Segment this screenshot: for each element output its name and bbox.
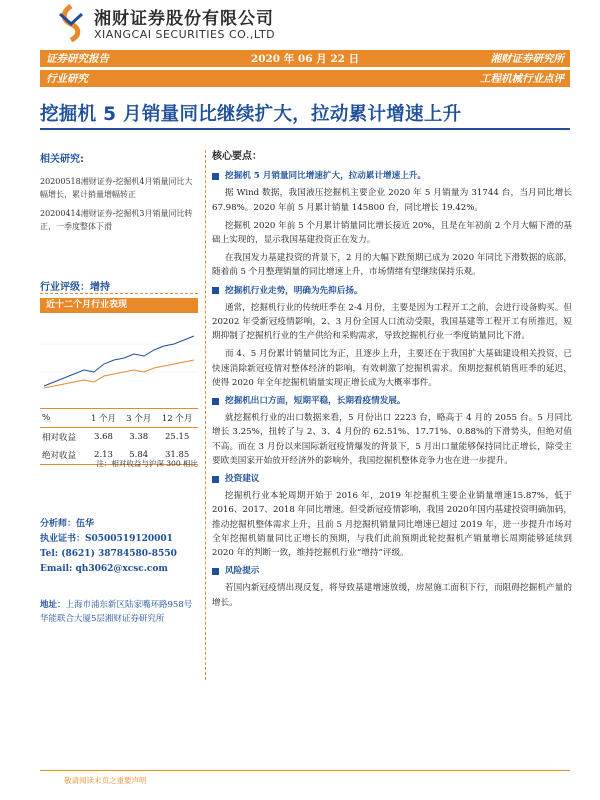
institute-name: 湘财证券研究所 — [490, 53, 565, 65]
section-title-text: 风险提示 — [225, 566, 260, 577]
footer-divider — [40, 770, 570, 771]
perf-cell: 绝对收益 — [42, 451, 77, 461]
perf-chart — [40, 316, 198, 400]
title-divider — [40, 128, 570, 130]
chart-bg — [40, 316, 198, 400]
paragraph: 挖掘机行业本轮周期开始于 2016 年，2019 年挖掘机主要企业销量增速15.87%，低于 2016、2017、2018 年同比增速。但受新冠疫情影响，我国 2020年国内基建投资明确加码，推动挖掘机整体需求上升，且前 5 月挖掘机销量同比增速已超过 2019 年，进一步提升市场对全年挖掘机销量同比正增长的预期，与我们此前预期此轮挖掘机产销量增长周期能够延续到 2020 年的判断一致，维持挖掘机行业“增持”评级。 — [212, 491, 572, 559]
company-logo — [56, 2, 376, 46]
research-category: 行业研究 — [46, 73, 88, 85]
perf-cell: 5.84 — [129, 450, 149, 460]
perf-cell: 3.38 — [129, 432, 149, 442]
bullet-square-icon — [212, 398, 219, 405]
key-points-heading: 核心要点： — [212, 151, 262, 162]
perf-cell: 31.85 — [164, 450, 190, 460]
analyst-name: 分析师：伍华 — [40, 519, 95, 529]
section-title — [212, 564, 572, 578]
perf-col-header: 1 个月 — [90, 414, 117, 424]
bullet-square-icon — [212, 476, 219, 483]
perf-cell: 25.15 — [164, 432, 190, 442]
analyst-license: 执业证书：S0500519120001 — [40, 534, 173, 544]
header-bar-bottom — [40, 70, 570, 87]
perf-col-header: 12 个月 — [161, 414, 193, 424]
bullet-square-icon — [212, 568, 219, 575]
company-name-en: XIANGCAI SECURITIES CO.,LTD — [94, 28, 276, 41]
perf-note: 注：相对收益与沪深 300 相比 — [96, 459, 198, 468]
section-title — [212, 169, 572, 183]
analyst-info — [40, 517, 200, 577]
divider — [40, 293, 198, 294]
address-text: 上海市浦东新区陆家嘴环路958号华能联合大厦5层湘财证券研究所 — [40, 600, 193, 624]
bullet-square-icon — [212, 287, 219, 294]
sidebar — [40, 150, 200, 239]
section-title-text: 挖掘机出口方面，短期平稳，长期看疫情发展。 — [225, 396, 406, 407]
section-title — [212, 284, 572, 298]
section-title-text: 挖掘机 5 月销量同比增速扩大，拉动累计增速上升。 — [225, 171, 427, 182]
related-item[interactable]: 20200414湘财证券-挖掘机3月销量同比转正，一季度整体下滑 — [40, 209, 193, 231]
related-item[interactable]: 20200518湘财证券-挖掘机4月销量同比大幅增长，累计销量增幅转正 — [40, 177, 193, 199]
paragraph: 通常，挖掘机行业的传统旺季在 2-4 月份，主要是因为工程开工之前，会进行设备购买。但 20202 年受新冠疫情影响，2、3 月份全国人口流动受限，我国基建等工程开工有所推迟，短期抑制了挖掘机行业的生产供给和采购需求，导致挖掘机行业一季度销量同比下滑。 — [212, 302, 572, 342]
section-title — [212, 472, 572, 486]
bullet-square-icon — [212, 173, 219, 180]
report-subject: 工程机械行业点评 — [480, 73, 564, 85]
table-row — [40, 428, 198, 447]
analyst-tel: Tel: (8621) 38784580-8550 — [40, 549, 177, 559]
main-content — [212, 150, 572, 614]
paragraph: 而 4、5 月份累计销量同比为正，且逐步上升，主要还在于我国扩大基础建设相关投资，已快速消除新冠疫情对整体经济的影响，有效刺激了挖掘机需求。预期挖掘机销售旺季的延迟，使得 2020 年全年挖掘机销量实现正增长成为大概率事件。 — [212, 349, 572, 388]
paragraph: 若国内新冠疫情出现反复，将导致基建增速放缓，房屋施工面积下行，而阻碍挖掘机产量的增长。 — [212, 583, 572, 608]
perf-col-header: 3 个月 — [126, 414, 152, 424]
footer-disclaimer: 敬请阅读末页之重要声明 — [64, 776, 147, 785]
industry-rating: 行业评级：增持 — [40, 282, 110, 293]
column-divider — [205, 150, 206, 680]
related-heading: 相关研究: — [40, 154, 84, 165]
perf-col-header: % — [42, 413, 51, 423]
header-bar-top — [40, 50, 570, 67]
perf-table — [40, 408, 198, 465]
page-title: 挖掘机 5 月销量同比继续扩大，拉动累计增速上升 — [40, 104, 462, 125]
analyst-email[interactable]: Email: qh3062@xcsc.com — [40, 564, 168, 574]
section-title-text: 投资建议 — [225, 474, 260, 485]
company-name-cn: 湘财证券股份有限公司 — [94, 9, 274, 29]
report-date: 2020 年 06 月 22 日 — [250, 53, 360, 65]
paragraph: 挖掘机 2020 年前 5 个月累计销量同比增长接近 20%，且是在年初前 2 个月大幅下滑的基础上实现的，显示我国基建投资正在发力。 — [212, 220, 572, 246]
paragraph: 在我国发力基建投资的背景下，2 月的大幅下跌预期已成为 2020 年同比下滑数据的底部，随着前 5 个月整理销量的同比增速上升，市场情绪有望继续保持乐观。 — [212, 253, 572, 278]
paragraph: 就挖掘机行业的出口数据来看，5 月份出口 2223 台，略高于 4 月的 2055 台。5 月同比增长 3.25%，扭转了与 2、3、4 月份的 62.51%、17.71%、0.88%的下滑势头，但绝对值不高。而在 3 月份以来国际新冠疫情爆发的背景下，5 月出口量能够保持同比正增长，除受主要欧美国家开始放开经济外的影响外，我国挖掘机整体竞争力也在进一步提升。 — [212, 413, 572, 466]
logo-mark-icon — [56, 4, 86, 42]
perf-cell: 相对收益 — [42, 433, 77, 443]
perf-cell: 3.68 — [94, 432, 113, 442]
perf-cell: 2.13 — [94, 450, 113, 460]
section-title-text: 挖掘机行业走势，明确为先抑后扬。 — [225, 285, 363, 296]
perf-title: 近十二个月行业表现 — [40, 298, 198, 313]
address-block — [40, 598, 200, 626]
report-type: 证券研究报告 — [46, 53, 109, 65]
section-title — [212, 394, 572, 408]
address-label: 地址： — [40, 600, 66, 610]
perf-table-header — [40, 409, 198, 428]
paragraph: 据 Wind 数据，我国液压挖掘机主要企业 2020 年 5 月销量为 31744 台，当月同比增长 67.98%。2020 年前 5 月累计销量 145800 台，同比增长 19.42%。 — [212, 188, 572, 213]
